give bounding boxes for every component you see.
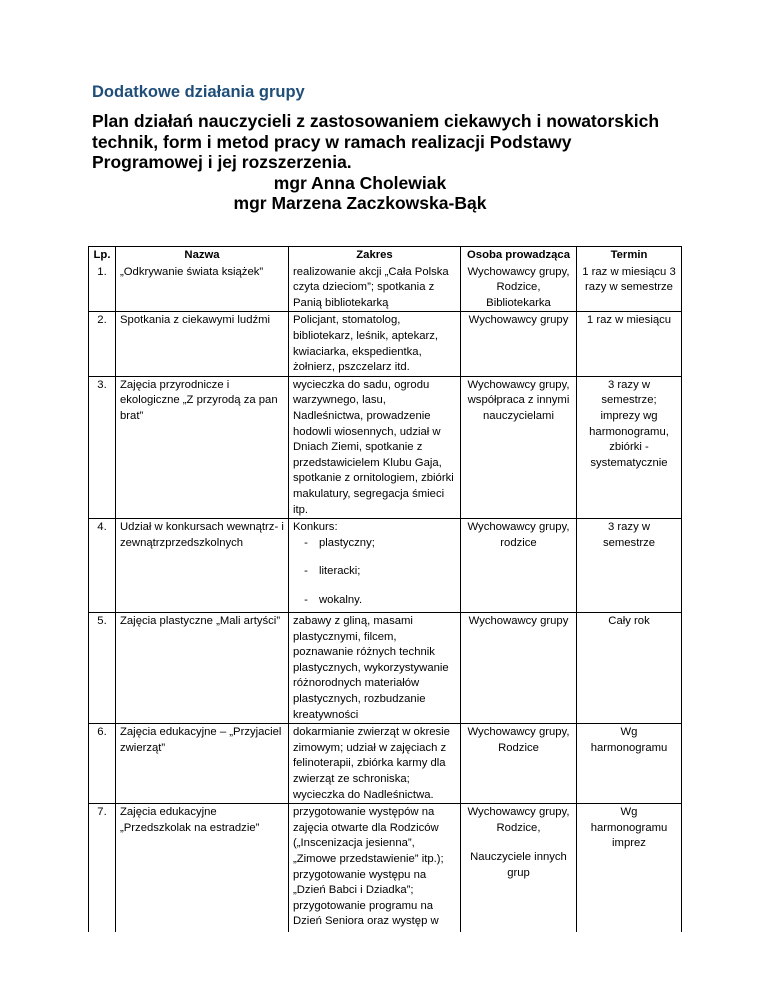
cell-termin: 1 raz w miesiącu 3 razy w semestrze bbox=[577, 264, 682, 312]
cell-nazwa: Spotkania z ciekawymi ludźmi bbox=[116, 312, 289, 376]
cell-lp: 7. bbox=[89, 804, 116, 932]
cell-zakres: realizowanie akcji „Cała Polska czyta dzieciom”; spotkania z Panią bibliotekarką bbox=[289, 264, 461, 312]
cell-termin: Cały rok bbox=[577, 613, 682, 724]
contest-item bbox=[293, 593, 456, 609]
cell-lp: 5. bbox=[89, 613, 116, 724]
cell-osoba: Wychowawcy grupy, współpraca z innymi nauczycielami bbox=[461, 376, 577, 518]
cell-zakres: przygotowanie występów na zajęcia otwarte dla Rodziców („Inscenizacja jesienna”, „Zimowe przedstawienie” itp.); przygotowanie występu na „Dzień Babci i Dziadka”; przygotowanie programu na Dzień Seniora oraz występ w bbox=[289, 804, 461, 932]
bullet-dash: - bbox=[304, 565, 308, 578]
cell-osoba: Wychowawcy grupy bbox=[461, 312, 577, 376]
cell-zakres: wycieczka do sadu, ogrodu warzywnego, lasu, Nadleśnictwa, prowadzenie hodowli wiosennych, udział w Dniach Ziemi, spotkanie z przedstawicielem Klubu Gaja, spotkanie z ornitologiem, zbiórki makulatury, segregacja śmieci itp. bbox=[289, 376, 461, 518]
author-name: mgr Marzena Zaczkowska-Bąk bbox=[233, 193, 487, 213]
table-row bbox=[89, 312, 682, 376]
title-line: technik, form i metod pracy w ramach realizacji Podstawy bbox=[92, 131, 572, 152]
table-row bbox=[89, 376, 682, 518]
cell-nazwa: Zajęcia przyrodnicze i ekologiczne „Z przyrodą za pan brat” bbox=[116, 376, 289, 518]
cell-osoba bbox=[461, 804, 577, 932]
cell-lp: 1. bbox=[89, 264, 116, 312]
osoba-line: Nauczyciele innych grup bbox=[470, 851, 567, 879]
document-title bbox=[92, 111, 692, 214]
cell-osoba: Wychowawcy grupy, rodzice bbox=[461, 519, 577, 613]
cell-osoba: Wychowawcy grupy bbox=[461, 613, 577, 724]
title-line: Plan działań nauczycieli z zastosowaniem ciekawych i nowatorskich bbox=[92, 111, 660, 131]
table-header-row bbox=[89, 247, 682, 264]
column-header: Nazwa bbox=[116, 247, 289, 264]
author-name: mgr Anna Cholewiak bbox=[273, 172, 447, 193]
bullet-dash: - bbox=[304, 536, 308, 549]
cell-nazwa: Zajęcia edukacyjne – „Przyjaciel zwierząt” bbox=[116, 724, 289, 804]
cell-zakres: dokarmianie zwierząt w okresie zimowym; udział w zajęciach z felinoterapii, zbiórka karmy dla zwierząt ze schroniska; wycieczka do Nadleśnictwa. bbox=[289, 724, 461, 804]
table-row bbox=[89, 613, 682, 724]
contest-item-label: plastyczny; bbox=[319, 536, 375, 549]
cell-zakres bbox=[289, 519, 461, 613]
cell-nazwa: Udział w konkursach wewnątrz- i zewnątrzprzedszkolnych bbox=[116, 519, 289, 613]
cell-lp: 6. bbox=[89, 724, 116, 804]
cell-termin: Wg harmonogramu imprez bbox=[577, 804, 682, 932]
table-row bbox=[89, 519, 682, 613]
column-header: Termin bbox=[577, 247, 682, 264]
contest-item bbox=[293, 536, 456, 552]
osoba-line: Wychowawcy grupy, Rodzice, bbox=[467, 806, 570, 834]
cell-lp: 4. bbox=[89, 519, 116, 613]
contest-item-label: wokalny. bbox=[319, 593, 363, 606]
cell-osoba: Wychowawcy grupy, Rodzice bbox=[461, 724, 577, 804]
column-header: Zakres bbox=[289, 247, 461, 264]
contest-item bbox=[293, 564, 456, 580]
cell-termin: 3 razy w semestrze bbox=[577, 519, 682, 613]
table-row bbox=[89, 804, 682, 932]
cell-lp: 3. bbox=[89, 376, 116, 518]
title-line: Programowej i jej rozszerzenia. bbox=[92, 152, 352, 172]
cell-termin: 1 raz w miesiącu bbox=[577, 312, 682, 376]
column-header: Osoba prowadząca bbox=[461, 247, 577, 264]
activities-table bbox=[88, 246, 682, 932]
table-row bbox=[89, 264, 682, 312]
contest-intro: Konkurs: bbox=[293, 521, 338, 534]
cell-termin: Wg harmonogramu bbox=[577, 724, 682, 804]
contest-item-label: literacki; bbox=[319, 565, 361, 578]
cell-zakres: Policjant, stomatolog, bibliotekarz, leśnik, aptekarz, kwiaciarka, ekspedientka, żołnierz, pszczelarz itd. bbox=[289, 312, 461, 376]
cell-nazwa: „Odkrywanie świata książek” bbox=[116, 264, 289, 312]
cell-termin: 3 razy w semestrze; imprezy wg harmonogramu, zbiórki - systematycznie bbox=[577, 376, 682, 518]
cell-osoba: Wychowawcy grupy, Rodzice, Bibliotekarka bbox=[461, 264, 577, 312]
cell-nazwa: Zajęcia edukacyjne „Przedszkolak na estradzie” bbox=[116, 804, 289, 932]
table-row bbox=[89, 724, 682, 804]
column-header: Lp. bbox=[89, 247, 116, 264]
cell-zakres: zabawy z gliną, masami plastycznymi, filcem, poznawanie różnych technik plastycznych, wykorzystywanie różnorodnych materiałów plastycznych, rozbudzanie kreatywności bbox=[289, 613, 461, 724]
section-heading: Dodatkowe działania grupy bbox=[92, 83, 305, 101]
bullet-dash: - bbox=[304, 593, 308, 606]
cell-nazwa: Zajęcia plastyczne „Mali artyści” bbox=[116, 613, 289, 724]
cell-lp: 2. bbox=[89, 312, 116, 376]
